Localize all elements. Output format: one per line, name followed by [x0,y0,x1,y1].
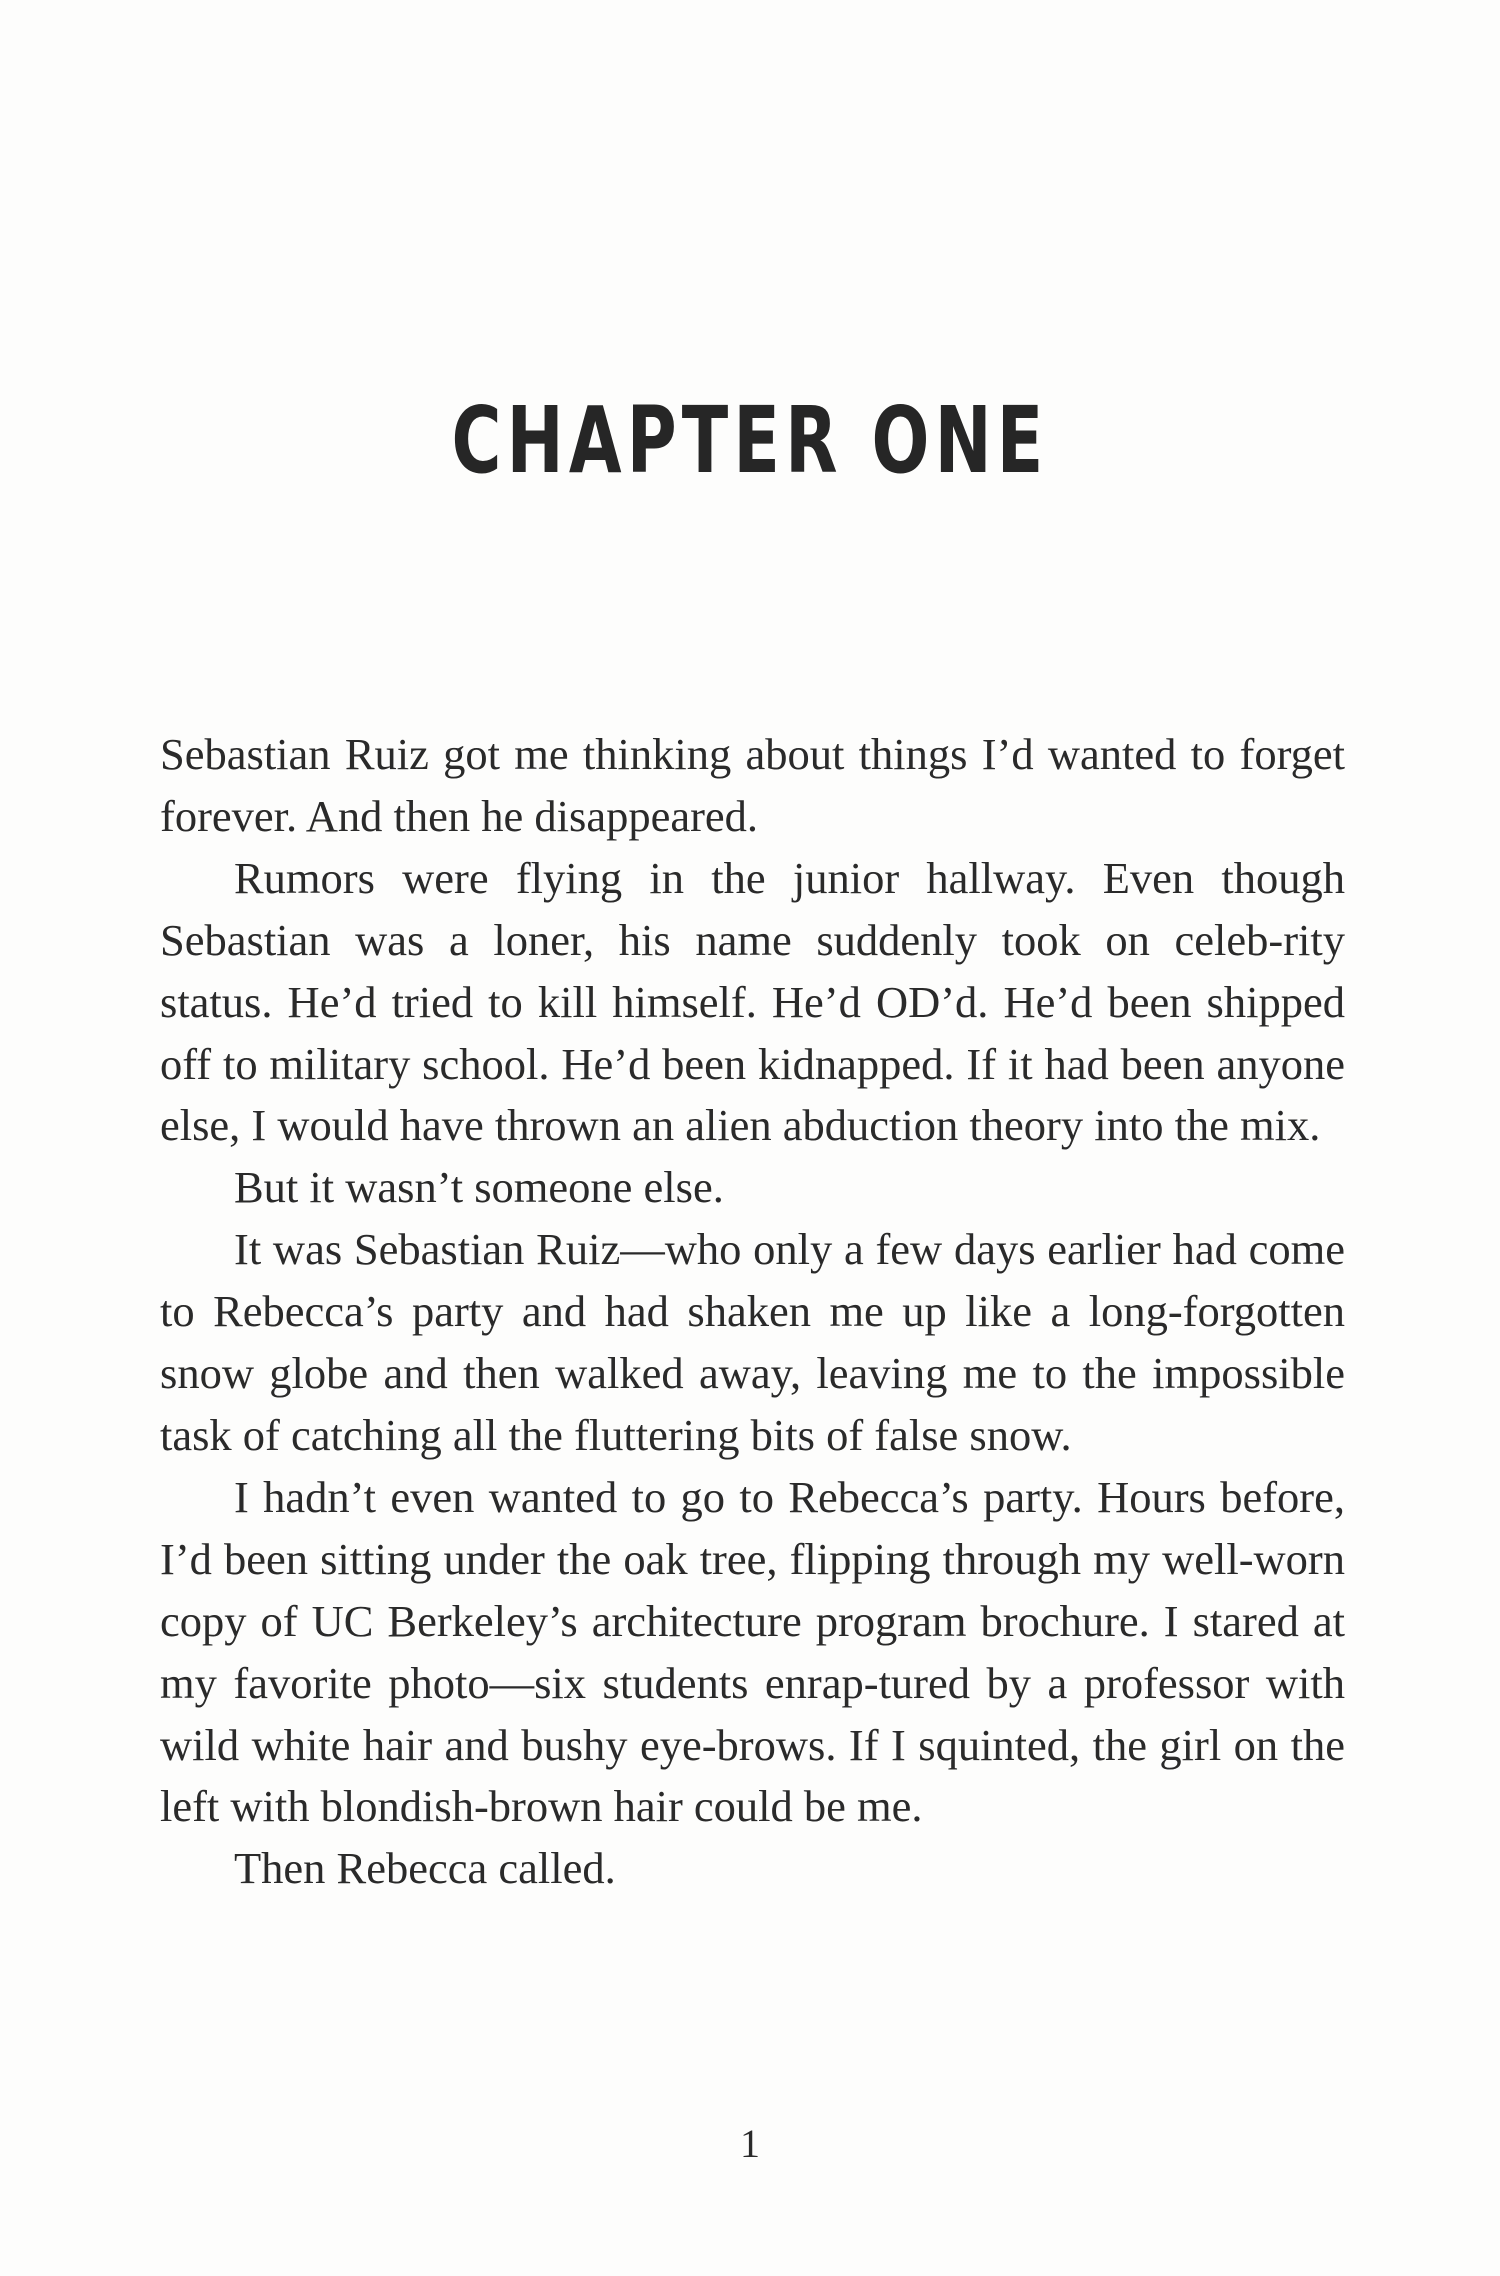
chapter-title: CHAPTER ONE [451,387,1049,494]
chapter-body [160,724,1345,1900]
paragraph-5: I hadn’t even wanted to go to Rebecca’s party. Hours before, I’d been sitting under the oak tree, flipping through my well-worn copy of UC Berkeley’s architecture program brochure. I stared at my favorite photo—six students enrap-tured by a professor with wild white hair and bushy eye-brows. If I squinted, the girl on the left with blondish-brown hair could be me. [160,1471,1345,1832]
paragraph-1: Sebastian Ruiz got me thinking about things I’d wanted to forget forever. And then he disappeared. [160,729,1345,841]
paragraph-6: Then Rebecca called. [234,1843,616,1894]
paragraph-3: But it wasn’t someone else. [234,1162,724,1213]
paragraph-4: It was Sebastian Ruiz—who only a few days earlier had come to Rebecca’s party and had shaken me up like a long-forgotten snow globe and then walked away, leaving me to the impossible task of catching all the fluttering bits of false snow. [160,1224,1345,1460]
page-number: 1 [740,2121,760,2166]
paragraph-2: Rumors were flying in the junior hallway. Even though Sebastian was a loner, his name suddenly took on celeb-rity status. He’d tried to kill himself. He’d OD’d. He’d been shipped off to military school. He’d been kidnapped. If it had been anyone else, I would have thrown an alien abduction theory into the mix. [160,852,1345,1151]
